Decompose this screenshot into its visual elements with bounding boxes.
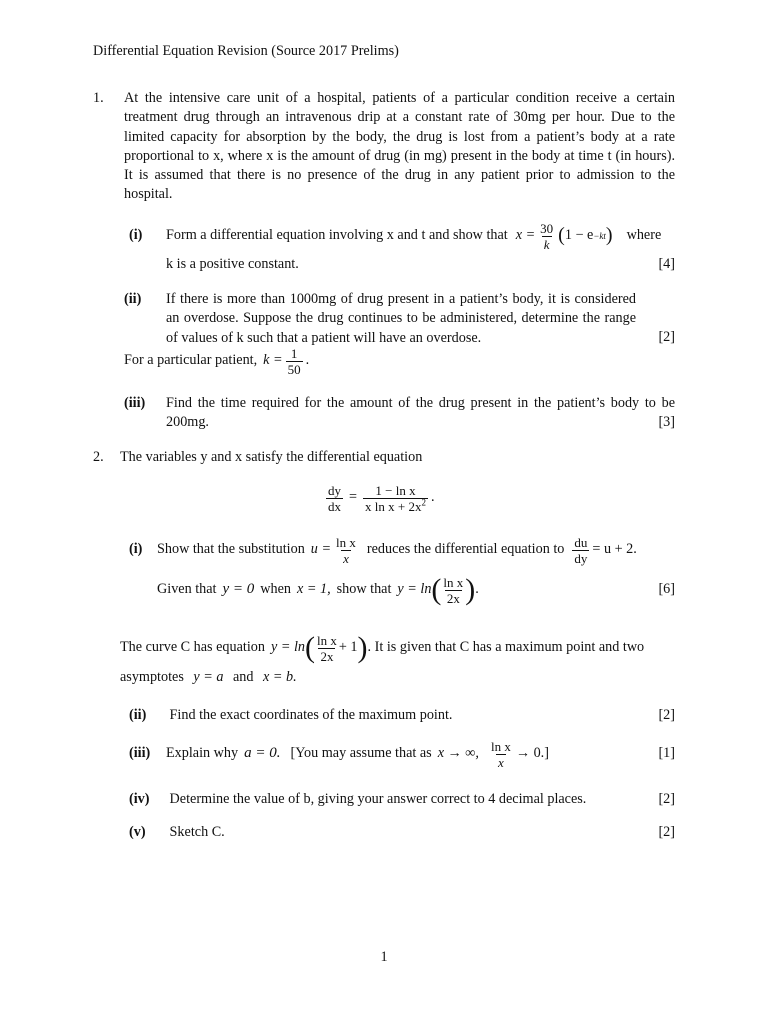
- part-i-text: Form a differential equation involving x and t and show that: [166, 227, 508, 244]
- fraction-numerator: dy: [328, 482, 341, 498]
- curve-fraction: [315, 633, 339, 664]
- asymptote-y: y = a: [193, 669, 224, 685]
- page-number: 1: [380, 949, 388, 965]
- question-1-part-i-line2: [166, 255, 675, 274]
- curve-y-lhs: y = ln: [270, 639, 305, 656]
- question-1-part-ii-text: If there is more than 1000mg of drug present in a patient’s body, it is considered an overdose. Suppose the drug continues to be administered, determine the range of values of k such that a patient will have an overdose.: [166, 291, 636, 346]
- fraction-denominator: dx: [328, 498, 341, 514]
- question-1-part-ii-mark: [2]: [658, 329, 675, 345]
- close-paren: ): [605, 224, 613, 247]
- curve-text-1: The curve C has equation: [120, 639, 265, 656]
- curve-text-2: . It is given that C has a maximum point and two: [367, 639, 645, 656]
- part-iv-text: Determine the value of b, giving your answer correct to 4 decimal places.: [169, 791, 587, 807]
- question-1-part-ii-label: (ii): [124, 291, 142, 307]
- particular-text: For a particular patient,: [124, 352, 258, 369]
- question-2-part-ii: [129, 706, 675, 725]
- where-text: where: [626, 227, 662, 244]
- part-i-text-2: k is a positive constant.: [166, 256, 299, 272]
- du-dy-result: = u + 2.: [592, 541, 637, 558]
- mark: [2]: [658, 707, 675, 723]
- given-y-lhs: y = ln: [397, 581, 432, 598]
- part-label: (i): [129, 227, 143, 244]
- fraction-denominator: 2x: [446, 590, 460, 606]
- fraction-denominator: 2x: [320, 648, 334, 664]
- a-equals-zero: a = 0.: [244, 745, 281, 762]
- given-text: Given that: [157, 581, 217, 598]
- given-y0: y = 0: [222, 581, 255, 598]
- question-1-part-i: (i) Form a differential equation involving x and t and show that x = $\frac{30}{k}$ ( 1 − e −kt ) where: [129, 220, 662, 252]
- question-2-given-line: [157, 568, 675, 612]
- document-header: Differential Equation Revision (Source 2017 Prelims): [93, 43, 399, 59]
- fraction-numerator: ln x: [443, 574, 464, 590]
- part-label: (ii): [129, 707, 147, 723]
- fraction-denominator: x $\ln x + 2x^2$: [365, 497, 426, 514]
- given-show: show that: [336, 581, 392, 598]
- curve-plus: + 1: [338, 639, 358, 656]
- equation-end: .: [430, 489, 435, 506]
- mark: [2]: [658, 824, 675, 840]
- close-paren: ): [357, 631, 368, 664]
- close-paren: ): [465, 573, 476, 606]
- formula-paren-content: 1 − e: [564, 227, 594, 244]
- u-lhs: u =: [310, 541, 332, 558]
- part-label: (iv): [129, 791, 150, 807]
- curve-c-line: [120, 626, 675, 670]
- mark: [2]: [658, 791, 675, 807]
- part-i-text-2: reduces the differential equation to: [366, 541, 565, 558]
- question-1-intro: At the intensive care unit of a hospital, patients of a particular condition receive a certain treatment drug through an intravenous drip at a constant rate of 30mg per hour. Due to the limited capacity for absorption by the body, the drug is lost from a patient’s body at a rate proportional to x, where x is the amount of drug (in mg) present in the body at time t (in hours). It is assumed that there is no presence of the drug in any patient prior to admission to the hospital.: [124, 90, 675, 203]
- part-label: (i): [129, 541, 143, 558]
- and-text: and: [233, 669, 254, 685]
- fraction-denominator: x: [343, 550, 349, 566]
- fraction-numerator: du: [574, 534, 588, 550]
- part-i-text-1: Show that the substitution: [157, 541, 305, 558]
- question-2-part-iii: [129, 735, 675, 773]
- asymptotes-text: asymptotes: [120, 669, 184, 685]
- formula-lhs: x =: [515, 227, 536, 244]
- given-x1: x = 1,: [297, 581, 331, 598]
- x-to-infinity: x → ∞,: [437, 745, 479, 762]
- fraction-denominator: dy: [574, 550, 588, 566]
- question-2-part-i: [129, 530, 675, 570]
- part-iii-text-2: [You may assume that as: [290, 745, 432, 762]
- fraction-numerator: ln x: [336, 534, 356, 550]
- asymptotes-line: [120, 668, 297, 687]
- fraction-numerator: ln x: [490, 738, 511, 754]
- dy-dx-fraction: [326, 483, 343, 514]
- given-when: when: [260, 581, 292, 598]
- tends-to-zero: → 0.]: [515, 745, 549, 762]
- k-lhs: k =: [263, 352, 283, 369]
- fraction-denominator: 50: [287, 361, 301, 377]
- fraction-numerator: 1: [290, 345, 298, 361]
- fraction-numerator: ln x: [317, 632, 337, 648]
- fraction-numerator: 30: [540, 220, 554, 236]
- given-fraction: [441, 575, 465, 606]
- open-paren: (: [305, 631, 315, 664]
- u-fraction: [334, 535, 358, 566]
- part-v-text: Sketch C.: [169, 824, 225, 840]
- question-2-part-iv: [129, 790, 675, 809]
- question-1-number: 1.: [93, 90, 104, 106]
- fraction-numerator: 1 − ln x: [375, 482, 416, 498]
- k-fraction: [286, 346, 303, 377]
- differential-equation: [323, 478, 435, 518]
- question-2-part-v: [129, 823, 675, 842]
- given-end: .: [475, 581, 479, 598]
- equals-sign: =: [349, 489, 358, 506]
- part-ii-text: Find the exact coordinates of the maximum point.: [169, 707, 453, 723]
- question-1-part-iii-label: (iii): [124, 395, 146, 411]
- question-2-number: 2.: [93, 449, 104, 465]
- part-label: (iii): [129, 745, 151, 762]
- open-paren: (: [558, 224, 565, 247]
- limit-fraction: [489, 739, 513, 770]
- question-2-intro: The variables y and x satisfy the differential equation: [120, 449, 423, 465]
- question-1-part-iii-text: Find the time required for the amount of the drug present in the patient’s body to be 200mg.: [166, 395, 675, 431]
- question-1-part-iii-mark: [3]: [658, 414, 675, 430]
- fraction-denominator: k: [543, 236, 550, 252]
- particular-patient-line: [124, 344, 309, 378]
- fraction-denominator: x: [498, 754, 504, 770]
- mark: [1]: [658, 745, 675, 762]
- formula-fraction: [538, 221, 555, 252]
- du-dy-fraction: [572, 535, 589, 566]
- part-iii-text-1: Explain why: [166, 745, 239, 762]
- particular-end: .: [305, 352, 310, 369]
- mark: [6]: [658, 581, 675, 598]
- part-label: (v): [129, 824, 146, 840]
- mark: [4]: [658, 256, 675, 272]
- open-paren: (: [431, 573, 442, 606]
- asymptote-x: x = b.: [263, 669, 297, 685]
- rhs-fraction: [363, 483, 428, 514]
